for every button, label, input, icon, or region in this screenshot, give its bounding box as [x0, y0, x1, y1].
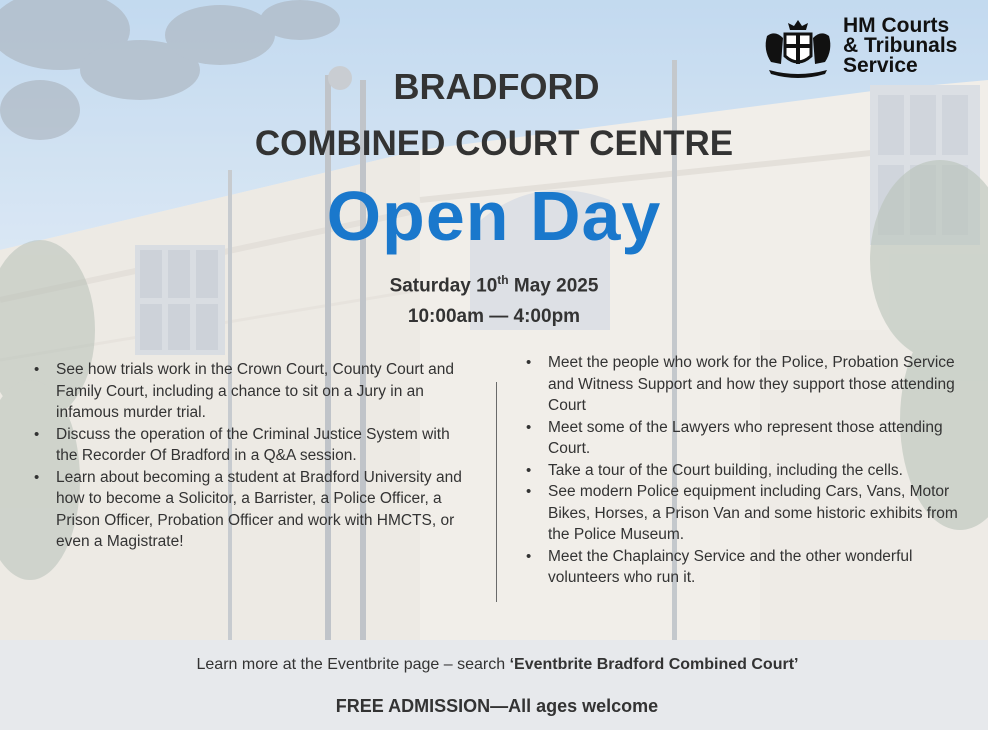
list-item: • Meet the people who work for the Police, Probation Service and Witness Support and how they support those attending Court: [524, 352, 962, 417]
headline-open-day: Open Day: [326, 177, 662, 255]
list-item: • See how trials work in the Crown Court, County Court and Family Court, including a chance to sit on a Jury in an infamous murder trial.: [32, 359, 472, 424]
list-item: • Learn about becoming a student at Bradford University and how to become a Solicitor, a Barrister, a Police Officer, a Prison Officer, Probation Officer and work with HMCTS, or even a Magistrate!: [32, 467, 472, 553]
logo-line-3: Service: [843, 54, 918, 77]
eventbrite-search-term: ‘Eventbrite Bradford Combined Court’: [509, 656, 799, 673]
event-date: [0, 273, 988, 297]
list-item: • See modern Police equipment including Cars, Vans, Motor Bikes, Horses, a Prison Van and some historic exhibits from the Police Museum.: [524, 481, 962, 546]
date-rest: May 2025: [508, 275, 599, 297]
date-prefix: Saturday 10: [389, 275, 498, 297]
list-item: • Meet some of the Lawyers who represent those attending Court.: [524, 417, 962, 460]
list-item: • Discuss the operation of the Criminal Justice System with the Recorder Of Bradford in a Q&A session.: [32, 424, 472, 467]
event-time: 10:00am — 4:00pm: [407, 306, 581, 327]
logo-line-2: & Tribunals: [843, 34, 958, 57]
logo-line-1: HM Courts: [843, 14, 950, 37]
title-court-centre: COMBINED COURT CENTRE: [254, 124, 734, 163]
left-activity-list: [32, 359, 472, 553]
learn-text: Learn more at the Eventbrite page – search: [196, 656, 510, 673]
list-item: • Meet the Chaplaincy Service and the other wonderful volunteers who run it.: [524, 546, 962, 589]
column-divider: [496, 382, 497, 602]
right-activity-list: [524, 352, 962, 589]
admission-note: FREE ADMISSION—All ages welcome: [335, 696, 659, 716]
eventbrite-info: [0, 656, 988, 674]
list-item: • Take a tour of the Court building, including the cells.: [524, 460, 962, 482]
date-ordinal: th: [497, 273, 509, 287]
title-bradford: BRADFORD: [393, 66, 600, 107]
